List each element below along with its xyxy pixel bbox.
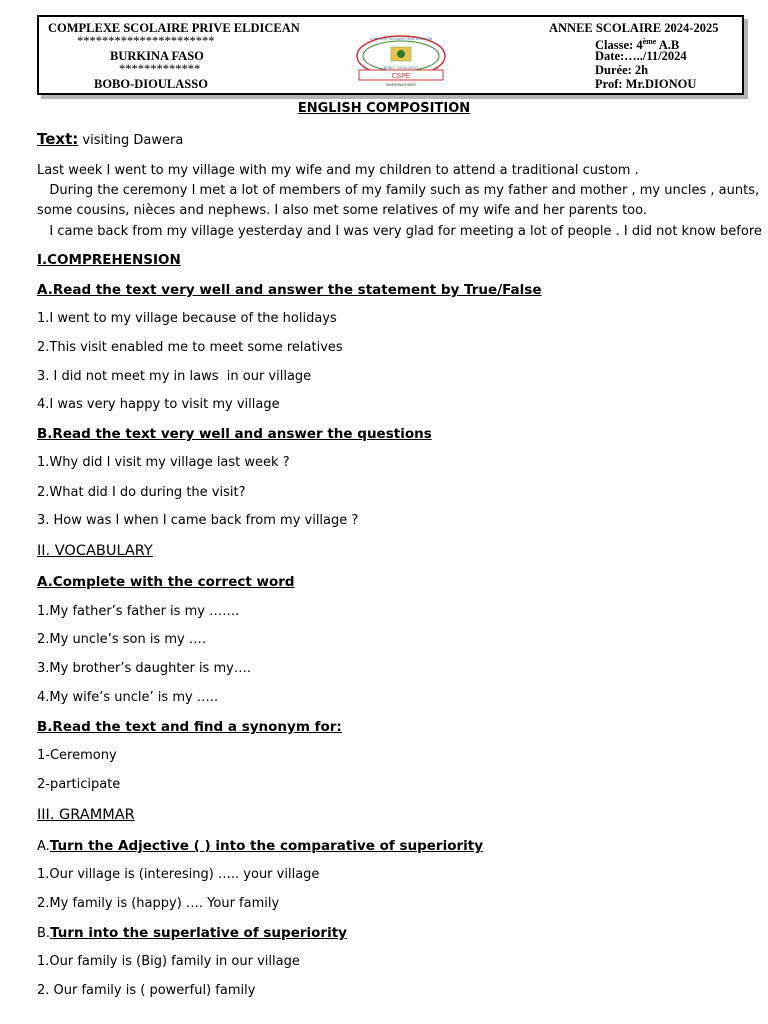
vocabulary-part-a-title: A.Complete with the correct word — [37, 574, 295, 590]
school-logo — [355, 33, 447, 89]
comprehension-a-item-1: 1.I went to my village because of the holidays — [37, 311, 337, 326]
grammar-b-item-1: 1.Our family is (Big) family in our village — [37, 954, 300, 969]
grammar-part-b-title: Turn into the superlative of superiority — [50, 925, 347, 941]
grammar-b-prefix: B. — [37, 926, 51, 941]
grammar-part-b-title-line — [37, 925, 347, 942]
class-label: Classe: 4 — [595, 38, 643, 53]
school-name: COMPLEXE SCOLAIRE PRIVE ELDICEAN — [48, 21, 300, 35]
vocabulary-a-item-4: 4.My wife’s uncle’ is my ….. — [37, 690, 219, 705]
city: BOBO-DIOULASSO — [94, 77, 208, 91]
text-line-4: I came back from my village yesterday and I was very glad for meeting a lot of people . I did not know before — [37, 224, 762, 239]
grammar-heading: III. GRAMMAR — [37, 807, 135, 823]
text-line-2: During the ceremony I met a lot of members of my family such as my father and mother , my uncles , aunts, — [37, 183, 760, 198]
grammar-part-a-title: Turn the Adjective ( ) into the comparative of superiority — [49, 838, 484, 854]
comprehension-b-item-3: 3. How was I when I came back from my village ? — [37, 513, 359, 528]
text-label: Text: — [37, 130, 79, 148]
grammar-part-a-title-line — [37, 838, 483, 855]
document-title: ENGLISH COMPOSITION — [297, 101, 471, 116]
grammar-a-prefix: A. — [37, 839, 50, 854]
vocabulary-a-item-2: 2.My uncle’s son is my …. — [37, 632, 206, 647]
comprehension-b-item-2: 2.What did I do during the visit? — [37, 485, 246, 500]
logo-cspe: CSPE — [391, 73, 411, 80]
vocabulary-a-item-1: 1.My father’s father is my ……. — [37, 604, 240, 619]
country: BURKINA FASO — [110, 49, 204, 63]
text-line-3: some cousins, nièces and nephews. I also met some relatives of my wife and her parents too. — [37, 203, 647, 218]
stars-divider-1: ********************** — [77, 34, 215, 48]
grammar-b-item-2: 2. Our family is ( powerful) family — [37, 983, 256, 998]
class-sup: ème — [642, 37, 657, 46]
logo-city: BOBO - DIOULASSO — [383, 66, 419, 70]
exam-date: Date:…../11/2024 — [595, 49, 687, 63]
vocabulary-heading: II. VOCABULARY — [37, 543, 153, 559]
vocabulary-b-item-2: 2-participate — [37, 777, 121, 792]
comprehension-b-item-1: 1.Why did I visit my village last week ? — [37, 455, 290, 470]
comprehension-a-item-2: 2.This visit enabled me to meet some relatives — [37, 340, 343, 355]
teacher-name: Prof: Mr.DIONOU — [595, 77, 697, 91]
exam-duration: Durée: 2h — [595, 63, 649, 77]
comprehension-heading: I.COMPREHENSION — [37, 252, 181, 268]
comprehension-part-a-title: A.Read the text very well and answer the statement by True/False — [37, 282, 542, 298]
stars-divider-2: ************* — [119, 62, 201, 76]
logo-country: BURKINA FASO — [386, 82, 416, 87]
school-year: ANNEE SCOLAIRE 2024-2025 — [549, 21, 719, 35]
text-line-1: Last week I went to my village with my wife and my children to attend a traditional custom . — [37, 163, 639, 178]
grammar-a-item-2: 2.My family is (happy) …. Your family — [37, 896, 280, 911]
class-group: A.B — [656, 38, 680, 53]
text-heading — [37, 131, 183, 149]
comprehension-a-item-4: 4.I was very happy to visit my village — [37, 397, 280, 412]
text-topic: visiting Dawera — [78, 133, 184, 148]
header-box — [37, 15, 744, 95]
logo-school-name: COMPLEXE SCOLAIRE PRIVE ELDICEAN — [370, 37, 432, 41]
vocabulary-b-item-1: 1-Ceremony — [37, 748, 117, 763]
vocabulary-part-b-title: B.Read the text and find a synonym for: — [37, 719, 342, 735]
grammar-a-item-1: 1.Our village is (interesing) ….. your village — [37, 867, 320, 882]
vocabulary-a-item-3: 3.My brother’s daughter is my…. — [37, 661, 251, 676]
comprehension-a-item-3: 3. I did not meet my in laws in our village — [37, 369, 312, 384]
comprehension-part-b-title: B.Read the text very well and answer the questions — [37, 426, 432, 442]
